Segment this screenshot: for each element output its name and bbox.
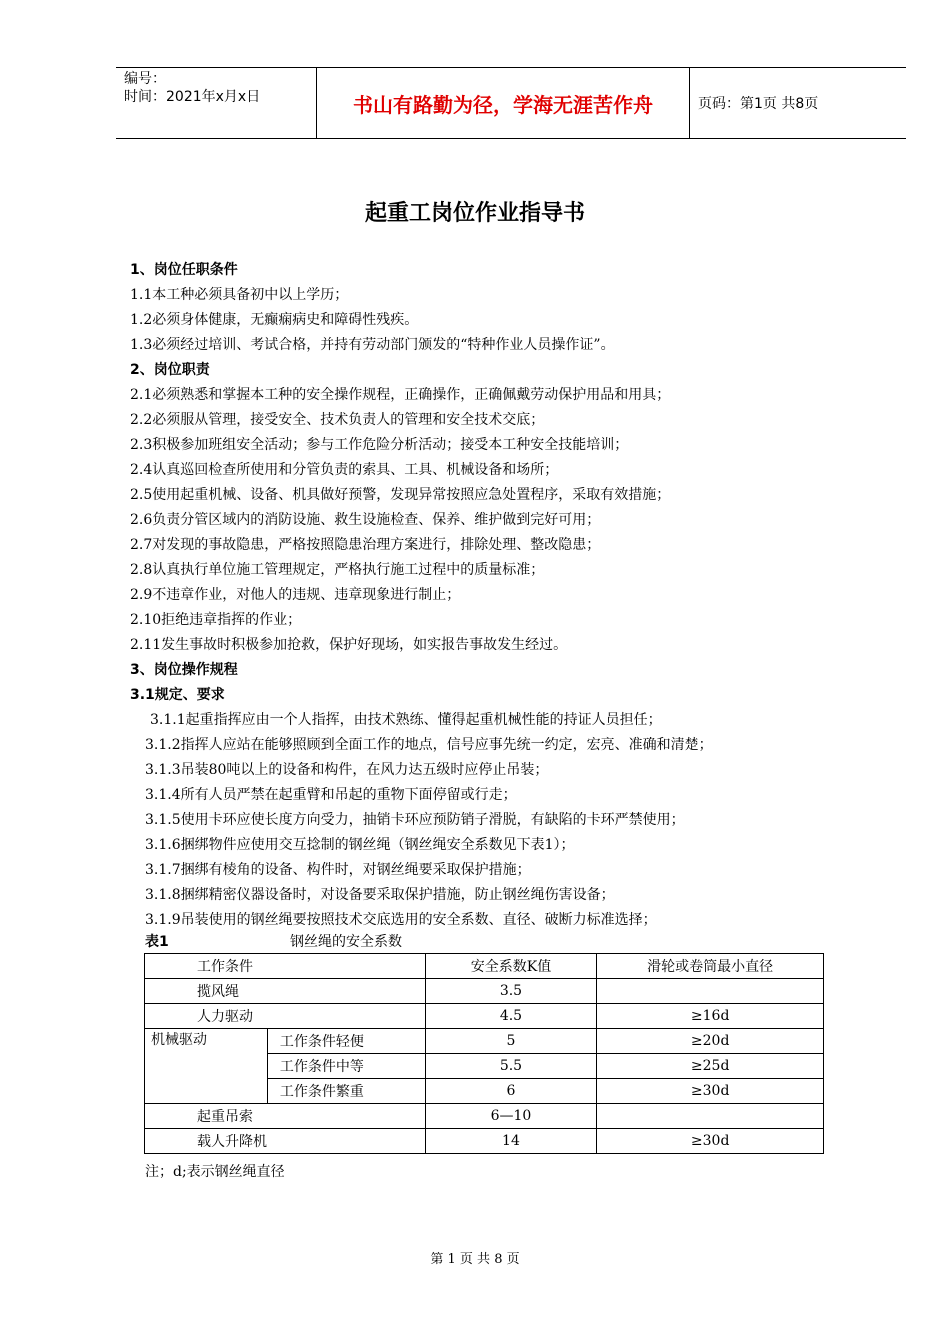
header-meta bbox=[116, 68, 316, 138]
body-line: 3.1.7捆绑有棱角的设备、构件时，对钢丝绳要采取保护措施； bbox=[145, 862, 531, 878]
body-line: 3.1.9吊装使用的钢丝绳要按照技术交底选用的安全系数、直径、破断力标准选择； bbox=[145, 912, 657, 928]
rope-safety-table bbox=[144, 953, 824, 1154]
section-heading: 3、岗位操作规程 bbox=[130, 662, 238, 678]
body-line: 3.1.2指挥人应站在能够照顾到全面工作的地点，信号应事先统一约定，宏亮、准确和清楚； bbox=[145, 737, 713, 753]
body-line: 2.6负责分管区域内的消防设施、救生设施检查、保养、维护做到完好可用； bbox=[130, 512, 601, 528]
body-line: 2.8认真执行单位施工管理规定，严格执行施工过程中的质量标准； bbox=[130, 562, 545, 578]
table-cell: 工作条件中等 bbox=[267, 1054, 425, 1079]
table-row bbox=[145, 1004, 824, 1029]
body-line: 2.5使用起重机械、设备、机具做好预警，发现异常按照应急处置程序，采取有效措施； bbox=[130, 487, 671, 503]
number-label: 编号： bbox=[124, 71, 166, 87]
table-note: 注；d;表示钢丝绳直径 bbox=[145, 1164, 285, 1180]
section-heading: 1、岗位任职条件 bbox=[130, 262, 238, 278]
body-line: 1.1本工种必须具备初中以上学历； bbox=[130, 287, 349, 303]
table-cell: ≥20d bbox=[597, 1029, 824, 1054]
table-cell bbox=[597, 1104, 824, 1129]
table-group-cell: 机械驱动 bbox=[145, 1029, 268, 1104]
table-cell bbox=[597, 979, 824, 1004]
table-cell: ≥30d bbox=[597, 1129, 824, 1154]
body-line: 2.9不违章作业，对他人的违规、违章现象进行制止； bbox=[130, 587, 461, 603]
table-row bbox=[145, 1104, 824, 1129]
body-line: 1.2必须身体健康，无癫痫病史和障碍性残疾。 bbox=[130, 312, 419, 328]
table-cell: 人力驱动 bbox=[145, 1004, 426, 1029]
table-row bbox=[145, 979, 824, 1004]
table-cell: 5 bbox=[425, 1029, 597, 1054]
body-line: 1.3必须经过培训、考试合格，并持有劳动部门颁发的“特种作业人员操作证”。 bbox=[130, 337, 615, 353]
body-line: 2.4认真巡回检查所使用和分管负责的索具、工具、机械设备和场所； bbox=[130, 462, 559, 478]
table-cell: 起重吊索 bbox=[145, 1104, 426, 1129]
table-cell: ≥16d bbox=[597, 1004, 824, 1029]
table-row bbox=[145, 1029, 824, 1054]
body-line: 2.2必须服从管理，接受安全、技术负责人的管理和安全技术交底； bbox=[130, 412, 545, 428]
body-line: 2.11发生事故时积极参加抢救，保护好现场，如实报告事故发生经过。 bbox=[130, 637, 568, 653]
header-page-label: 页码：第1页 共8页 bbox=[698, 96, 819, 112]
table-header-cell: 滑轮或卷筒最小直径 bbox=[597, 954, 824, 979]
table-header-row bbox=[145, 954, 824, 979]
body-line: 2.7对发现的事故隐患，严格按照隐患治理方案进行，排除处理、整改隐患； bbox=[130, 537, 601, 553]
body-line: 3.1.8捆绑精密仪器设备时，对设备要采取保护措施，防止钢丝绳伤害设备； bbox=[145, 887, 615, 903]
table-cell: 工作条件繁重 bbox=[267, 1079, 425, 1104]
table-cell: 6—10 bbox=[425, 1104, 597, 1129]
body-line: 3.1.3吊装80吨以上的设备和构件，在风力达五级时应停止吊装； bbox=[145, 762, 549, 778]
table-cell: 载人升降机 bbox=[145, 1129, 426, 1154]
page-header bbox=[116, 67, 906, 139]
body-line: 2.10拒绝违章指挥的作业； bbox=[130, 612, 302, 628]
table-header-cell: 工作条件 bbox=[145, 954, 426, 979]
section-heading: 2、岗位职责 bbox=[130, 362, 210, 378]
table-cell: 6 bbox=[425, 1079, 597, 1104]
body-line: 2.3积极参加班组安全活动；参与工作危险分析活动；接受本工种安全技能培训； bbox=[130, 437, 629, 453]
body-line: 2.1必须熟悉和掌握本工种的安全操作规程，正确操作，正确佩戴劳动保护用品和用具； bbox=[130, 387, 671, 403]
table-cell: 揽风绳 bbox=[145, 979, 426, 1004]
table-cell: 5.5 bbox=[425, 1054, 597, 1079]
body-line: 3.1.6捆绑物件应使用交互捻制的钢丝绳（钢丝绳安全系数见下表1）； bbox=[145, 837, 575, 853]
table-row bbox=[145, 1129, 824, 1154]
table-cell: 4.5 bbox=[425, 1004, 597, 1029]
table-cell: 14 bbox=[425, 1129, 597, 1154]
table-label: 表1 bbox=[145, 934, 169, 950]
page-footer: 第 1 页 共 8 页 bbox=[430, 1252, 520, 1267]
body-line: 3.1.1起重指挥应由一个人指挥，由技术熟练、懂得起重机械性能的持证人员担任； bbox=[150, 712, 662, 728]
document-title: 起重工岗位作业指导书 bbox=[364, 201, 585, 226]
table-cell: 3.5 bbox=[425, 979, 597, 1004]
table-cell: ≥25d bbox=[597, 1054, 824, 1079]
table-header-cell: 安全系数K值 bbox=[425, 954, 597, 979]
body-line: 3.1.5使用卡环应使长度方向受力，抽销卡环应预防销子滑脱，有缺陷的卡环严禁使用； bbox=[145, 812, 685, 828]
header-motto: 书山有路勤为径，学海无涯苦作舟 bbox=[316, 68, 690, 138]
time-label: 时间：2021年x月x日 bbox=[124, 89, 261, 105]
table-cell: ≥30d bbox=[597, 1079, 824, 1104]
table-cell: 工作条件轻便 bbox=[267, 1029, 425, 1054]
table-caption: 钢丝绳的安全系数 bbox=[290, 934, 402, 950]
body-line: 3.1.4所有人员严禁在起重臂和吊起的重物下面停留或行走； bbox=[145, 787, 517, 803]
subsection-heading: 3.1规定、要求 bbox=[130, 687, 225, 703]
